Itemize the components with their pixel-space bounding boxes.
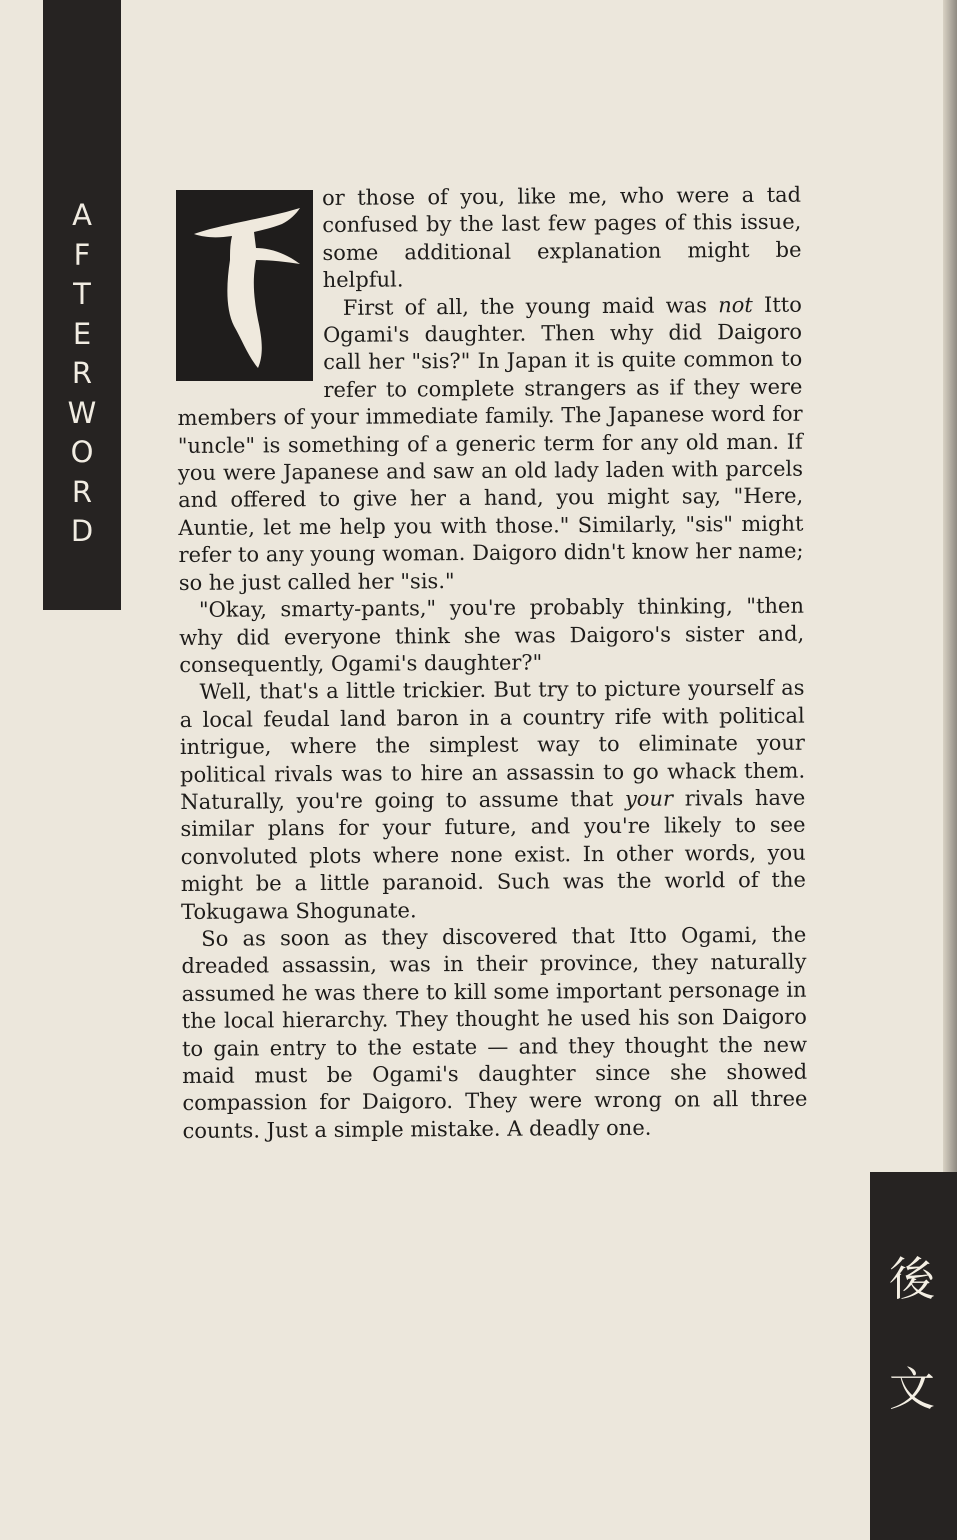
paragraph-text: or those of you, like me, who were a tad confused by the last few pages of this issue, some additional explanation might be helpful. — [322, 182, 802, 293]
kanji-corner-tab — [870, 1172, 957, 1540]
paragraph-text: First of all, the young maid was — [342, 292, 719, 320]
paragraph-text: Well, that's a little trickier. But try to picture yourself as a local feudal land baron in a country rife with political intrigue, where the simplest way to eliminate your political rivals was to hire an assassin to go whack them. Naturally, you're going to assume that — [179, 675, 806, 814]
emphasis-text: your — [624, 786, 674, 811]
title-letter: A — [72, 198, 92, 232]
paragraph — [179, 593, 805, 680]
paragraph — [181, 922, 808, 1146]
title-letter: T — [73, 277, 91, 311]
kanji-character: 文 — [889, 1362, 935, 1416]
title-letter: R — [71, 474, 93, 509]
title-letter: D — [70, 514, 94, 548]
title-letter: E — [72, 316, 92, 351]
afterword-vertical-title — [43, 196, 121, 552]
paragraph-text: So as soon as they discovered that Itto Ogami, the dreaded assassin, was in their province, they naturally assumed he was there to kill some important personage in the local hierarchy. They thought he used his son Daigoro to gain entry to the estate — and they thought the new maid must be Ogami's daughter since she showed compassion for Daigoro. They were wrong on all three counts. Just a simple mistake. A deadly one. — [181, 922, 808, 1143]
kanji-character: 後 — [889, 1252, 935, 1306]
paragraph — [179, 675, 806, 926]
afterword-side-tab — [43, 0, 121, 610]
paragraph-text: Itto Ogami's daughter. Then why did Daigoro call her "sis?" In Japan it is quite common to refer to complete strangers as if they were members of your immediate family. The Japanese word for "uncle" is something of a generic term for any old man. If you were Japanese and saw an old lady laden with parcels and offered to give her a hand, you might say, "Here, Auntie, let me help you with those." Similarly, "sis" might refer to any young woman. Daigoro didn't know her name; so he just called her "sis." — [177, 292, 804, 595]
title-letter: W — [67, 395, 97, 430]
title-letter: F — [73, 237, 91, 272]
title-letter: R — [71, 356, 93, 390]
afterword-article — [176, 182, 808, 1146]
title-letter: O — [70, 435, 94, 469]
drop-cap-space — [176, 185, 323, 382]
emphasis-text: not — [718, 292, 753, 317]
paragraph-text: rivals have similar plans for your future, and you're likely to see convoluted plots where none exist. In other words, you might be a little paranoid. Such was the world of the Tokugawa Shogunate. — [180, 785, 806, 924]
paragraph-text: "Okay, smarty-pants," you're probably thinking, "then why did everyone think she was Daigoro's sister and, consequently, Ogami's daughter?" — [179, 593, 805, 677]
